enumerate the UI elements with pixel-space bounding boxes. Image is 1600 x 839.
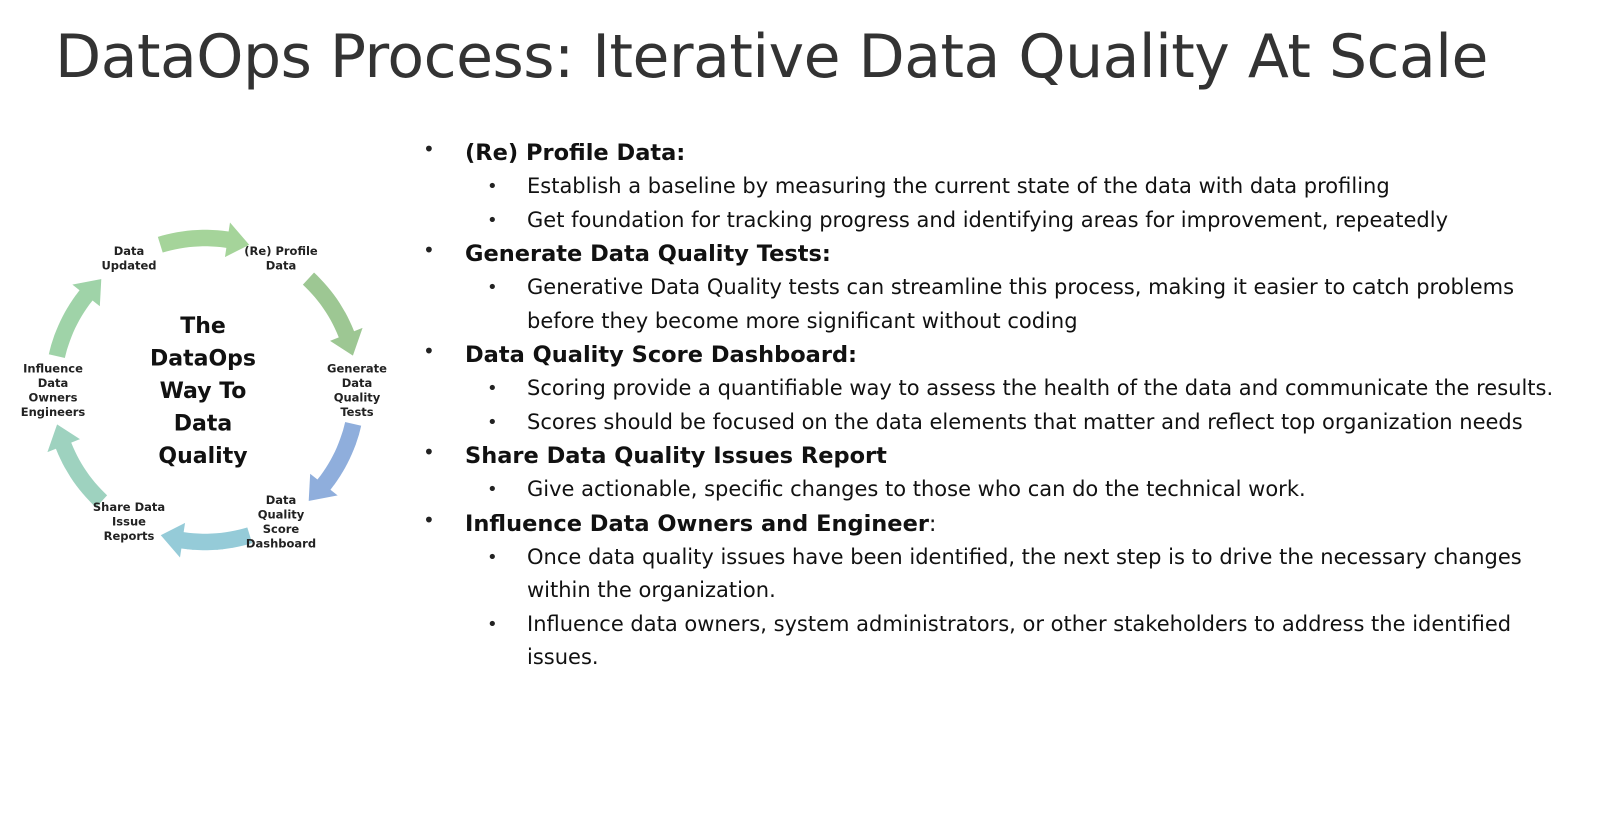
cycle-arrow-4 (46, 423, 108, 508)
process-steps-list (420, 136, 1580, 675)
process-step-detail: • Influence data owners, system administrators, or other stakeholders to address the identified issues. (465, 608, 1580, 675)
cycle-node-line: Reports (103, 529, 155, 544)
cycle-node-generate-data-quality-tests (327, 361, 387, 419)
process-step-detail: • Scoring provide a quantifiable way to assess the health of the data and communicate the results. (465, 372, 1580, 406)
process-step-heading: Generate Data Quality Tests: (465, 241, 831, 267)
process-step-heading: Influence Data Owners and Engineer (465, 510, 929, 537)
process-step-details (465, 372, 1580, 439)
process-step-details (465, 271, 1580, 338)
process-step-heading: Data Quality Score Dashboard: (465, 342, 858, 368)
cycle-arrow-1 (302, 272, 364, 357)
process-step-heading: Share Data Quality Issues Report (465, 443, 887, 469)
process-step-detail: • Once data quality issues have been identified, the next step is to drive the necessary changes within the organization. (465, 541, 1580, 608)
cycle-node-line: Dashboard (245, 536, 317, 551)
process-step-heading: (Re) Profile Data: (465, 140, 686, 166)
cycle-node-line: Engineers (20, 404, 86, 419)
cycle-center-line: The (180, 314, 226, 339)
cycle-node-line: Influence (23, 361, 83, 376)
cycle-node-line: Quality (333, 390, 381, 405)
cycle-node-line: Quality (257, 507, 305, 522)
cycle-node-line: Data (341, 375, 373, 390)
process-step-item (420, 338, 1580, 439)
cycle-node-line: Updated (101, 258, 157, 273)
cycle-node-data-quality-score-dashboard (246, 493, 316, 551)
process-step-detail: • Establish a baseline by measuring the current state of the data with data profiling (465, 170, 1580, 204)
cycle-center-line: DataOps (149, 346, 257, 372)
cycle-node-line: Owners (28, 390, 78, 405)
cycle-center-line: Data (173, 411, 233, 437)
cycle-node-share-data-issue-reports (93, 500, 165, 543)
cycle-node-line: Data (265, 258, 297, 273)
cycle-node-re-profile-data (244, 244, 318, 273)
process-step-details (465, 473, 1580, 507)
cycle-node-line: Data (113, 244, 145, 259)
cycle-arrow-2 (308, 421, 362, 502)
process-step-details (465, 541, 1580, 675)
cycle-arrow-5 (48, 278, 102, 359)
slide-title: DataOps Process: Iterative Data Quality At Scale (55, 22, 1488, 92)
process-step-detail: • Generative Data Quality tests can streamline this process, making it easier to catch problems before they become more significant without coding (465, 271, 1580, 338)
process-step-item (420, 136, 1580, 237)
process-step-details (465, 170, 1580, 237)
cycle-node-line: Tests (340, 404, 374, 419)
cycle-node-line: (Re) Profile (244, 244, 318, 259)
cycle-center-line: Quality (158, 444, 248, 469)
cycle-node-line: Generate (327, 361, 387, 376)
cycle-arrow-6 (157, 221, 251, 259)
cycle-center-title (150, 314, 256, 469)
process-step-item (420, 507, 1580, 675)
cycle-node-line: Data (37, 375, 69, 390)
process-step-detail: • Give actionable, specific changes to those who can do the technical work. (465, 473, 1580, 507)
cycle-arrow-3 (160, 522, 254, 560)
cycle-node-influence-data-owners-engineers (21, 361, 86, 419)
cycle-node-data-updated (101, 244, 156, 273)
cycle-node-line: Data (265, 492, 297, 507)
dataops-cycle-diagram (0, 200, 420, 600)
process-step-detail: • Get foundation for tracking progress and identifying areas for improvement, repeatedly (465, 204, 1580, 238)
cycle-node-line: Score (262, 521, 300, 536)
cycle-node-line: Issue (112, 514, 146, 529)
process-step-item (420, 439, 1580, 507)
process-step-item (420, 237, 1580, 338)
cycle-node-line: Share Data (92, 500, 166, 515)
process-step-detail: • Scores should be focused on the data elements that matter and reflect top organization needs (465, 406, 1580, 440)
process-step-heading-suffix: : (928, 510, 937, 537)
cycle-center-line: Way To (159, 379, 247, 404)
